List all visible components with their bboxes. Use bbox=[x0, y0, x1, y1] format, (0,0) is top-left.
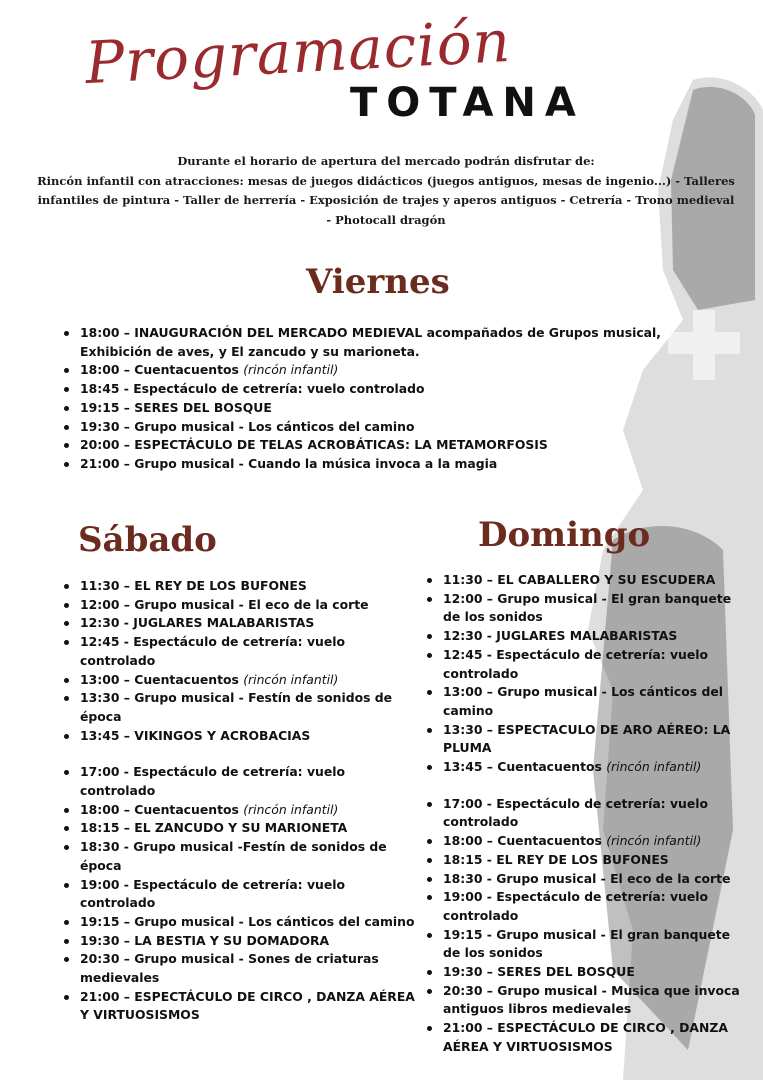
list-item: 18:15 – EL ZANCUDO Y SU MARIONETA bbox=[62, 819, 417, 838]
list-item: 18:30 - Grupo musical - El eco de la corte bbox=[425, 870, 745, 889]
list-item: 18:00 – Cuentacuentos (rincón infantil) bbox=[62, 801, 417, 820]
list-item: 18:00 – INAUGURACIÓN DEL MERCADO MEDIEVAL acompañados de Grupos musical, Exhibición de aves, y El zancudo y su marioneta. bbox=[62, 324, 727, 361]
day-title-viernes: Viernes bbox=[306, 262, 450, 302]
list-item: 19:30 – Grupo musical - Los cánticos del camino bbox=[62, 418, 727, 437]
list-item: 19:15 - Grupo musical - El gran banquete de los sonidos bbox=[425, 926, 745, 963]
intro-text bbox=[36, 152, 736, 230]
schedule-sabado bbox=[62, 577, 417, 1025]
list-item: 21:00 – ESPECTÁCULO DE CIRCO , DANZA AÉREA Y VIRTUOSISMOS bbox=[425, 1019, 745, 1056]
list-item: 13:45 – Cuentacuentos (rincón infantil) bbox=[425, 758, 745, 777]
day-title-sabado: Sábado bbox=[78, 520, 217, 560]
list-item: 19:15 – Grupo musical - Los cánticos del camino bbox=[62, 913, 417, 932]
list-item: 19:30 – SERES DEL BOSQUE bbox=[425, 963, 745, 982]
list-item: 13:00 – Cuentacuentos (rincón infantil) bbox=[62, 671, 417, 690]
list-item: 12:45 - Espectáculo de cetrería: vuelo controlado bbox=[425, 646, 745, 683]
list-item: 21:00 – ESPECTÁCULO DE CIRCO , DANZA AÉREA Y VIRTUOSISMOS bbox=[62, 988, 417, 1025]
list-item: 19:15 – SERES DEL BOSQUE bbox=[62, 399, 727, 418]
list-item: 18:00 – Cuentacuentos (rincón infantil) bbox=[425, 832, 745, 851]
script-title: Programación bbox=[83, 6, 513, 98]
list-item: 11:30 – EL CABALLERO Y SU ESCUDERA bbox=[425, 571, 745, 590]
list-item: 12:30 - JUGLARES MALABARISTAS bbox=[425, 627, 745, 646]
list-item: 12:00 – Grupo musical - El gran banquete de los sonidos bbox=[425, 590, 745, 627]
list-item: 12:30 - JUGLARES MALABARISTAS bbox=[62, 614, 417, 633]
list-item: 17:00 - Espectáculo de cetrería: vuelo controlado bbox=[62, 763, 417, 800]
schedule-domingo bbox=[425, 571, 745, 1057]
list-item: 13:45 – VIKINGOS Y ACROBACIAS bbox=[62, 727, 417, 746]
list-item: 19:00 - Espectáculo de cetrería: vuelo controlado bbox=[425, 888, 745, 925]
list-item: 12:00 – Grupo musical - El eco de la corte bbox=[62, 596, 417, 615]
list-item: 17:00 - Espectáculo de cetrería: vuelo controlado bbox=[425, 795, 745, 832]
list-item: 13:30 – ESPECTACULO DE ARO AÉREO: LA PLUMA bbox=[425, 721, 745, 758]
list-item: 20:30 – Grupo musical - Sones de criaturas medievales bbox=[62, 950, 417, 987]
list-item: 18:45 - Espectáculo de cetrería: vuelo controlado bbox=[62, 380, 727, 399]
list-item: 11:30 – EL REY DE LOS BUFONES bbox=[62, 577, 417, 596]
list-item: 12:45 - Espectáculo de cetrería: vuelo controlado bbox=[62, 633, 417, 670]
intro-line-1: Durante el horario de apertura del mercado podrán disfrutar de: bbox=[177, 154, 595, 168]
intro-line-2: Rincón infantil con atracciones: mesas de juegos didácticos (juegos antiguos, mesas de ingenio...) - Talleres infantiles de pintura - Taller de herrería - Exposición de trajes y aperos antiguos - Cetrería - Trono medieval - Photocall dragón bbox=[37, 173, 735, 227]
list-item: 19:30 – LA BESTIA Y SU DOMADORA bbox=[62, 932, 417, 951]
list-item: 19:00 - Espectáculo de cetrería: vuelo controlado bbox=[62, 876, 417, 913]
list-item: 18:15 - EL REY DE LOS BUFONES bbox=[425, 851, 745, 870]
list-item: 13:00 – Grupo musical - Los cánticos del camino bbox=[425, 683, 745, 720]
city-title: TOTANA bbox=[350, 80, 585, 126]
list-item: 18:00 – Cuentacuentos (rincón infantil) bbox=[62, 361, 727, 380]
list-item: 13:30 – Grupo musical - Festín de sonidos de época bbox=[62, 689, 417, 726]
list-item: 18:30 - Grupo musical -Festín de sonidos de época bbox=[62, 838, 417, 875]
schedule-viernes bbox=[62, 324, 727, 474]
day-title-domingo: Domingo bbox=[478, 515, 651, 555]
list-item: 21:00 – Grupo musical - Cuando la música invoca a la magia bbox=[62, 455, 727, 474]
list-item: 20:00 – ESPECTÁCULO DE TELAS ACROBÁTICAS: LA METAMORFOSIS bbox=[62, 436, 727, 455]
list-item: 20:30 – Grupo musical - Musica que invoca antiguos libros medievales bbox=[425, 982, 745, 1019]
